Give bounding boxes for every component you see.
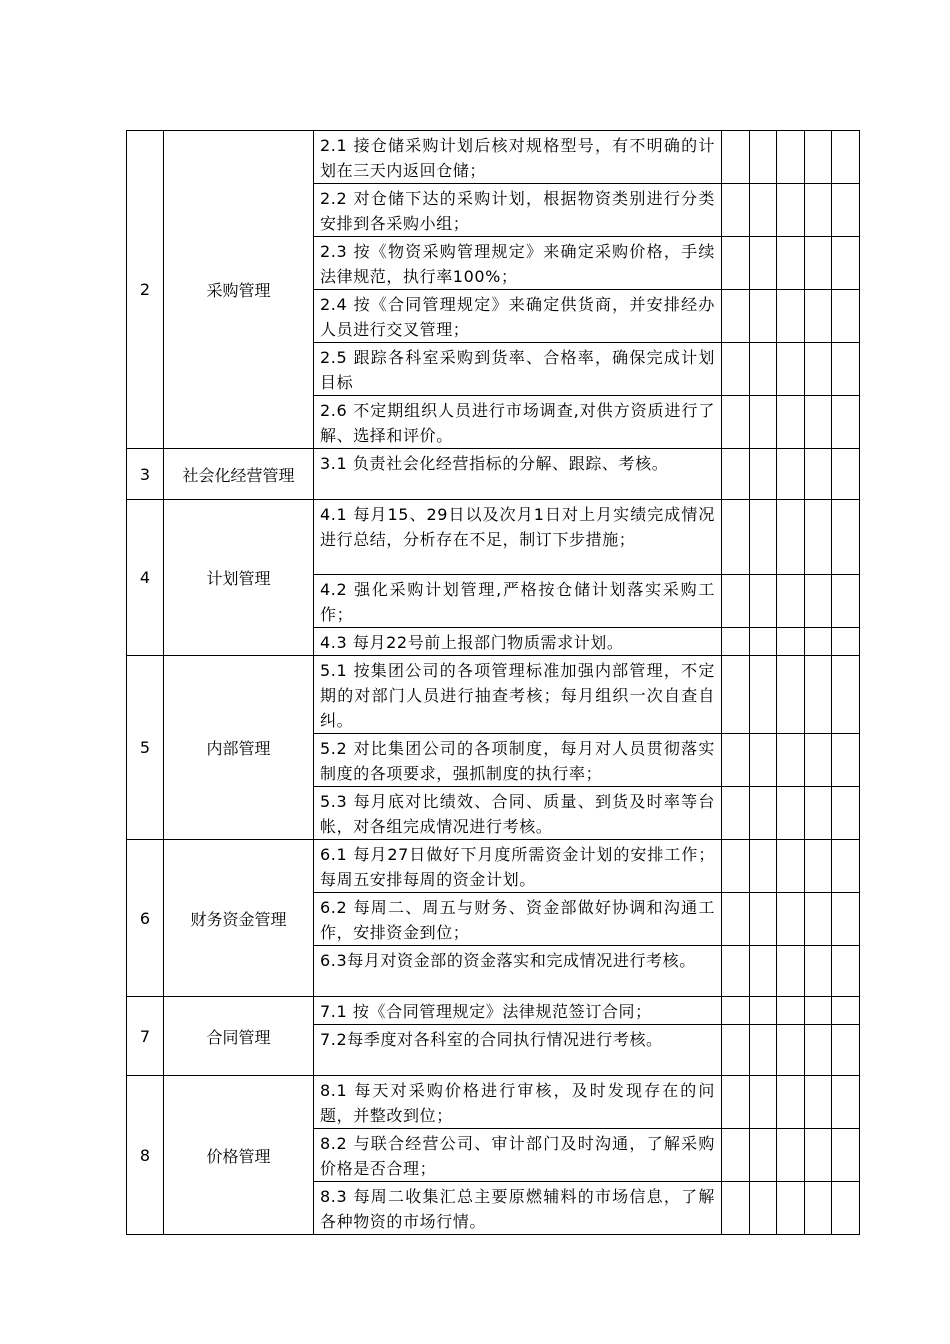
empty-check-cell [832, 628, 860, 656]
section-category: 财务资金管理 [164, 840, 314, 997]
empty-check-cell [777, 131, 805, 184]
task-item: 4.1 每月15、29日以及次月1日对上月实绩完成情况进行总结，分析存在不足，制订下步措施； [314, 500, 722, 575]
section-number: 2 [127, 131, 164, 449]
task-item: 2.5 跟踪各科室采购到货率、合格率，确保完成计划目标 [314, 343, 722, 396]
empty-check-cell [805, 656, 832, 734]
empty-check-cell [750, 997, 777, 1025]
empty-check-cell [722, 1076, 750, 1129]
section-category: 内部管理 [164, 656, 314, 840]
task-item: 2.6 不定期组织人员进行市场调查,对供方资质进行了解、选择和评价。 [314, 396, 722, 449]
task-item: 2.2 对仓储下达的采购计划，根据物资类别进行分类安排到各采购小组； [314, 184, 722, 237]
task-item: 2.1 接仓储采购计划后核对规格型号，有不明确的计划在三天内返回仓储； [314, 131, 722, 184]
empty-check-cell [805, 1025, 832, 1076]
empty-check-cell [832, 997, 860, 1025]
empty-check-cell [722, 500, 750, 575]
empty-check-cell [722, 131, 750, 184]
table-body [127, 131, 860, 1235]
empty-check-cell [722, 656, 750, 734]
empty-check-cell [805, 575, 832, 628]
empty-check-cell [777, 997, 805, 1025]
empty-check-cell [805, 628, 832, 656]
empty-check-cell [777, 840, 805, 893]
task-item: 3.1 负责社会化经营指标的分解、跟踪、考核。 [314, 449, 722, 500]
table-row [127, 131, 860, 184]
empty-check-cell [750, 1076, 777, 1129]
task-item: 6.2 每周二、周五与财务、资金部做好协调和沟通工作，安排资金到位； [314, 893, 722, 946]
empty-check-cell [777, 184, 805, 237]
empty-check-cell [832, 787, 860, 840]
section-number: 7 [127, 997, 164, 1076]
task-item: 5.1 按集团公司的各项管理标准加强内部管理，不定期的对部门人员进行抽查考核；每月组织一次自查自纠。 [314, 656, 722, 734]
empty-check-cell [722, 997, 750, 1025]
empty-check-cell [805, 1076, 832, 1129]
empty-check-cell [805, 396, 832, 449]
empty-check-cell [722, 1129, 750, 1182]
empty-check-cell [722, 290, 750, 343]
empty-check-cell [805, 734, 832, 787]
section-category: 采购管理 [164, 131, 314, 449]
table-row [127, 1076, 860, 1129]
task-item: 8.2 与联合经营公司、审计部门及时沟通，了解采购价格是否合理； [314, 1129, 722, 1182]
empty-check-cell [832, 656, 860, 734]
table-row [127, 997, 860, 1025]
empty-check-cell [722, 396, 750, 449]
section-number: 4 [127, 500, 164, 656]
empty-check-cell [777, 734, 805, 787]
task-item: 5.2 对比集团公司的各项制度，每月对人员贯彻落实制度的各项要求，强抓制度的执行率； [314, 734, 722, 787]
empty-check-cell [832, 449, 860, 500]
section-number: 3 [127, 449, 164, 500]
empty-check-cell [722, 1025, 750, 1076]
empty-check-cell [777, 396, 805, 449]
empty-check-cell [777, 1129, 805, 1182]
empty-check-cell [777, 1182, 805, 1235]
empty-check-cell [750, 734, 777, 787]
empty-check-cell [777, 449, 805, 500]
empty-check-cell [805, 290, 832, 343]
empty-check-cell [777, 787, 805, 840]
empty-check-cell [750, 131, 777, 184]
empty-check-cell [777, 1076, 805, 1129]
table-row [127, 500, 860, 575]
empty-check-cell [750, 237, 777, 290]
empty-check-cell [832, 396, 860, 449]
task-item: 7.2每季度对各科室的合同执行情况进行考核。 [314, 1025, 722, 1076]
empty-check-cell [750, 575, 777, 628]
task-item: 4.2 强化采购计划管理,严格按仓储计划落实采购工作； [314, 575, 722, 628]
empty-check-cell [750, 396, 777, 449]
empty-check-cell [805, 449, 832, 500]
empty-check-cell [832, 1076, 860, 1129]
empty-check-cell [805, 893, 832, 946]
empty-check-cell [832, 840, 860, 893]
empty-check-cell [777, 237, 805, 290]
section-category: 计划管理 [164, 500, 314, 656]
section-category: 社会化经营管理 [164, 449, 314, 500]
empty-check-cell [777, 628, 805, 656]
task-item: 4.3 每月22号前上报部门物质需求计划。 [314, 628, 722, 656]
table-row [127, 656, 860, 734]
task-item: 7.1 按《合同管理规定》法律规范签订合同； [314, 997, 722, 1025]
empty-check-cell [832, 1129, 860, 1182]
empty-check-cell [722, 184, 750, 237]
empty-check-cell [722, 840, 750, 893]
task-item: 5.3 每月底对比绩效、合同、质量、到货及时率等台帐，对各组完成情况进行考核。 [314, 787, 722, 840]
empty-check-cell [805, 787, 832, 840]
empty-check-cell [777, 893, 805, 946]
empty-check-cell [777, 1025, 805, 1076]
empty-check-cell [832, 734, 860, 787]
empty-check-cell [722, 1182, 750, 1235]
task-item: 8.1 每天对采购价格进行审核，及时发现存在的问题，并整改到位； [314, 1076, 722, 1129]
empty-check-cell [832, 893, 860, 946]
empty-check-cell [832, 1182, 860, 1235]
empty-check-cell [750, 840, 777, 893]
empty-check-cell [750, 343, 777, 396]
empty-check-cell [777, 343, 805, 396]
empty-check-cell [832, 500, 860, 575]
empty-check-cell [750, 449, 777, 500]
empty-check-cell [805, 131, 832, 184]
empty-check-cell [722, 734, 750, 787]
empty-check-cell [750, 893, 777, 946]
empty-check-cell [805, 946, 832, 997]
empty-check-cell [750, 628, 777, 656]
empty-check-cell [750, 946, 777, 997]
empty-check-cell [777, 290, 805, 343]
empty-check-cell [832, 343, 860, 396]
empty-check-cell [750, 500, 777, 575]
empty-check-cell [750, 290, 777, 343]
empty-check-cell [722, 787, 750, 840]
table-row [127, 840, 860, 893]
empty-check-cell [805, 1129, 832, 1182]
task-item: 6.1 每月27日做好下月度所需资金计划的安排工作；每周五安排每周的资金计划。 [314, 840, 722, 893]
empty-check-cell [722, 343, 750, 396]
section-category: 价格管理 [164, 1076, 314, 1235]
empty-check-cell [777, 500, 805, 575]
empty-check-cell [750, 184, 777, 237]
empty-check-cell [832, 237, 860, 290]
empty-check-cell [832, 131, 860, 184]
table-row [127, 449, 860, 500]
empty-check-cell [750, 656, 777, 734]
empty-check-cell [722, 449, 750, 500]
section-number: 6 [127, 840, 164, 997]
section-number: 8 [127, 1076, 164, 1235]
empty-check-cell [832, 575, 860, 628]
empty-check-cell [777, 656, 805, 734]
task-item: 2.3 按《物资采购管理规定》来确定采购价格，手续法律规范，执行率100%； [314, 237, 722, 290]
task-item: 6.3每月对资金部的资金落实和完成情况进行考核。 [314, 946, 722, 997]
empty-check-cell [832, 290, 860, 343]
empty-check-cell [722, 237, 750, 290]
empty-check-cell [722, 575, 750, 628]
empty-check-cell [832, 184, 860, 237]
section-number: 5 [127, 656, 164, 840]
empty-check-cell [805, 184, 832, 237]
empty-check-cell [750, 787, 777, 840]
empty-check-cell [832, 946, 860, 997]
empty-check-cell [750, 1025, 777, 1076]
empty-check-cell [722, 893, 750, 946]
empty-check-cell [722, 628, 750, 656]
management-task-table [126, 130, 860, 1235]
empty-check-cell [805, 500, 832, 575]
task-item: 2.4 按《合同管理规定》来确定供货商，并安排经办人员进行交叉管理； [314, 290, 722, 343]
empty-check-cell [805, 343, 832, 396]
empty-check-cell [777, 946, 805, 997]
empty-check-cell [805, 237, 832, 290]
empty-check-cell [777, 575, 805, 628]
task-item: 8.3 每周二收集汇总主要原燃辅料的市场信息，了解各种物资的市场行情。 [314, 1182, 722, 1235]
empty-check-cell [805, 997, 832, 1025]
empty-check-cell [722, 946, 750, 997]
empty-check-cell [832, 1025, 860, 1076]
empty-check-cell [750, 1182, 777, 1235]
empty-check-cell [805, 840, 832, 893]
section-category: 合同管理 [164, 997, 314, 1076]
empty-check-cell [805, 1182, 832, 1235]
empty-check-cell [750, 1129, 777, 1182]
